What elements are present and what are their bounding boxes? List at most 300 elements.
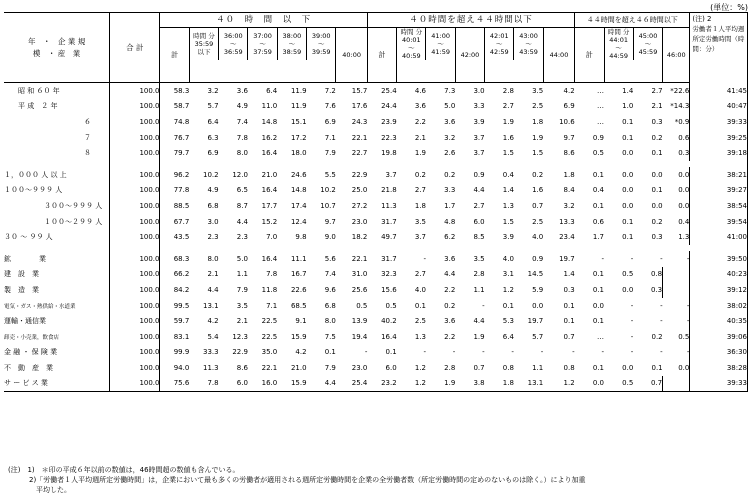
- value-cell: 1.5: [502, 217, 514, 226]
- value-cell: -: [663, 298, 690, 314]
- table-row: [4, 251, 748, 267]
- value-cell: 0.0: [532, 301, 544, 310]
- col-39-header: 39:00 〜 39:59: [307, 28, 336, 61]
- value-cell: -: [630, 254, 634, 263]
- value-cell: 0.1: [592, 317, 604, 326]
- value-cell: 6.9: [207, 149, 219, 158]
- value-cell: 22.1: [351, 133, 368, 142]
- value-cell: 1.5: [502, 149, 514, 158]
- group-40-or-less-header: ４０ 時 間 以 下: [160, 13, 367, 28]
- value-cell: 100.0: [110, 282, 160, 298]
- value-cell: -: [572, 348, 575, 357]
- value-cell: 4.4: [473, 186, 485, 195]
- value-cell: 18.0: [290, 149, 307, 158]
- value-cell: 0.1: [651, 149, 663, 158]
- value-cell: 1.2: [397, 376, 426, 392]
- value-cell: 100.0: [110, 99, 160, 115]
- value-cell: 1.3: [663, 229, 690, 245]
- value-cell: 3.7: [473, 149, 485, 158]
- table-row: [4, 99, 748, 115]
- table-row: [4, 329, 748, 345]
- value-cell: 9.7: [324, 217, 336, 226]
- table-row: [4, 376, 748, 392]
- kei-header-3: 計: [575, 28, 604, 83]
- value-cell: 2.5: [414, 317, 426, 326]
- row-label: ８: [4, 145, 110, 161]
- value-cell: 4.2: [207, 317, 219, 326]
- value-cell: 0.2: [444, 301, 456, 310]
- value-cell: 1.3: [414, 332, 426, 341]
- value-cell: 3.5: [236, 301, 248, 310]
- value-cell: 1.8: [532, 117, 544, 126]
- value-cell: 4.0: [414, 285, 426, 294]
- value-cell: 0.4: [663, 214, 690, 230]
- value-cell: 7.8: [236, 133, 248, 142]
- value-cell: 1.6: [502, 133, 514, 142]
- value-cell: 0.2: [532, 170, 544, 179]
- value-cell: -: [364, 348, 368, 357]
- value-cell: 0.9: [592, 133, 604, 142]
- value-cell: 0.7: [473, 363, 485, 372]
- avg-hours-cell: 39:25: [690, 130, 748, 146]
- value-cell: -: [482, 301, 485, 310]
- avg-hours-cell: 41:45: [690, 83, 748, 99]
- value-cell: 3.2: [444, 133, 456, 142]
- value-cell: 11.9: [290, 102, 307, 111]
- value-cell: 100.0: [110, 360, 160, 376]
- value-cell: 15.9: [290, 332, 307, 341]
- value-cell: -: [482, 348, 485, 357]
- row-label: 卸売・小売業，飲食店: [4, 329, 110, 345]
- value-cell: -: [540, 348, 544, 357]
- value-cell: 5.6: [324, 254, 336, 263]
- avg-hours-cell: 39:33: [690, 376, 748, 392]
- value-cell: 17.2: [290, 133, 307, 142]
- value-cell: 59.7: [173, 317, 190, 326]
- value-cell: 0.5: [592, 149, 604, 158]
- avg-hours-cell: 40:23: [690, 267, 748, 283]
- value-cell: 0.1: [622, 117, 634, 126]
- value-cell: -: [601, 348, 604, 357]
- avg-hours-cell: 40:47: [690, 99, 748, 115]
- value-cell: 0.6: [592, 217, 604, 226]
- value-cell: 1.4: [502, 186, 514, 195]
- hours-column-header: [690, 13, 748, 83]
- value-cell: 68.5: [290, 301, 307, 310]
- value-cell: 17.7: [261, 201, 278, 210]
- table-row: [4, 145, 748, 161]
- row-label: 不 動 産 業: [4, 360, 110, 376]
- value-cell: [663, 282, 690, 298]
- value-cell: 3.5: [473, 254, 485, 263]
- value-cell: 7.4: [236, 117, 248, 126]
- value-cell: -: [423, 254, 426, 263]
- value-cell: 84.2: [173, 285, 190, 294]
- value-cell: 0.1: [502, 301, 514, 310]
- value-cell: 3.9: [473, 117, 485, 126]
- value-cell: 5.3: [502, 317, 514, 326]
- value-cell: 6.2: [444, 233, 456, 242]
- value-cell: 100.0: [110, 167, 160, 183]
- value-cell: 2.3: [236, 233, 248, 242]
- value-cell: 1.9: [414, 149, 426, 158]
- value-cell: 6.3: [207, 133, 219, 142]
- value-cell: 0.3: [563, 285, 575, 294]
- value-cell: 2.8: [473, 270, 485, 279]
- value-cell: 3.6: [444, 317, 456, 326]
- value-cell: 0.0: [663, 360, 690, 376]
- value-cell: 3.6: [444, 117, 456, 126]
- avg-hours-cell: 39:33: [690, 114, 748, 130]
- value-cell: 6.5: [236, 186, 248, 195]
- value-cell: 99.5: [173, 301, 190, 310]
- row-label: ６: [4, 114, 110, 130]
- table-row: [4, 183, 748, 199]
- value-cell: 32.3: [381, 270, 397, 279]
- value-cell: 3.3: [473, 102, 485, 111]
- value-cell: 22.1: [261, 363, 278, 372]
- value-cell: 75.6: [160, 376, 189, 392]
- value-cell: 16.0: [248, 376, 277, 392]
- value-cell: 0.1: [324, 348, 336, 357]
- value-cell: 24.6: [290, 170, 307, 179]
- value-cell: 0.6: [663, 130, 690, 146]
- value-cell: 43.5: [173, 233, 190, 242]
- row-label: 製 造 業: [4, 282, 110, 298]
- value-cell: 3.8: [455, 376, 484, 392]
- value-cell: 0.5: [663, 329, 690, 345]
- value-cell: 58.3: [173, 86, 190, 95]
- value-cell: 100.0: [110, 267, 160, 283]
- table-row: [4, 130, 748, 146]
- row-label: 昭 和 ６０ 年: [4, 83, 110, 99]
- value-cell: 7.3: [444, 86, 456, 95]
- row-label: １００〜２９９ 人: [4, 214, 110, 230]
- value-cell: 25.4: [381, 86, 397, 95]
- value-cell: 16.4: [261, 254, 278, 263]
- value-cell: 6.0: [473, 217, 485, 226]
- value-cell: 99.9: [173, 348, 190, 357]
- value-cell: 100.0: [110, 114, 160, 130]
- row-label: ３０ 〜 ９９ 人: [4, 229, 110, 245]
- value-cell: 15.2: [261, 217, 278, 226]
- value-cell: 1.3: [502, 201, 514, 210]
- value-cell: 1.8: [485, 376, 514, 392]
- value-cell: 17.6: [351, 102, 368, 111]
- value-cell: 21.8: [381, 186, 397, 195]
- value-cell: 100.0: [110, 329, 160, 345]
- value-cell: 0.0: [663, 183, 690, 199]
- avg-hours-cell: 38:54: [690, 198, 748, 214]
- header-spacer-4: [604, 60, 663, 83]
- value-cell: 5.7: [532, 332, 544, 341]
- value-cell: -: [601, 254, 604, 263]
- value-cell: 100.0: [110, 198, 160, 214]
- value-cell: 10.2: [320, 186, 336, 195]
- value-cell: 2.7: [502, 102, 514, 111]
- value-cell: 1.8: [563, 170, 575, 179]
- value-cell: *0.9: [663, 114, 690, 130]
- value-cell: 0.9: [532, 254, 544, 263]
- value-cell: 49.7: [381, 233, 397, 242]
- table-row: [4, 167, 748, 183]
- value-cell: 8.4: [563, 186, 575, 195]
- row-label: 建 設 業: [4, 267, 110, 283]
- kei-header-1: 計: [160, 28, 189, 83]
- col-35-header: 時間 分 35:59 以下: [189, 28, 218, 61]
- value-cell: -: [630, 332, 634, 341]
- value-cell: 0.1: [385, 348, 397, 357]
- value-cell: 11.8: [261, 285, 278, 294]
- value-cell: -: [663, 313, 690, 329]
- value-cell: 15.1: [290, 117, 307, 126]
- footnote-2-cont: 平均した。: [8, 486, 71, 494]
- value-cell: 0.4: [592, 186, 604, 195]
- value-cell: 40.2: [381, 317, 397, 326]
- value-cell: -: [630, 348, 634, 357]
- value-cell: 0.0: [622, 285, 634, 294]
- table-row: [4, 345, 748, 361]
- value-cell: 1.0: [622, 102, 634, 111]
- value-cell: …: [597, 332, 604, 341]
- value-cell: 96.2: [173, 170, 190, 179]
- value-cell: -: [660, 317, 663, 326]
- value-cell: 0.0: [622, 363, 634, 372]
- value-cell: 3.6: [444, 254, 456, 263]
- value-cell: -: [660, 254, 663, 263]
- table-row: [4, 360, 748, 376]
- value-cell: 22.1: [351, 254, 368, 263]
- value-cell: 23.2: [367, 376, 396, 392]
- value-cell: 88.5: [173, 201, 190, 210]
- value-cell: *14.3: [663, 99, 690, 115]
- value-cell: 0.1: [414, 301, 426, 310]
- value-cell: 25.6: [351, 285, 368, 294]
- value-cell: …: [597, 102, 604, 111]
- value-cell: 2.1: [651, 102, 663, 111]
- value-cell: 79.7: [173, 149, 190, 158]
- value-cell: 1.9: [426, 376, 455, 392]
- row-label: 電気・ガス・熱供給・水道業: [4, 298, 110, 314]
- table-row: [4, 114, 748, 130]
- value-cell: 9.0: [324, 233, 336, 242]
- value-cell: 3.5: [532, 86, 544, 95]
- value-cell: -: [660, 348, 663, 357]
- value-cell: 1.9: [532, 133, 544, 142]
- value-cell: 3.7: [414, 233, 426, 242]
- value-cell: 14.8: [290, 186, 307, 195]
- value-cell: 1.7: [592, 233, 604, 242]
- table-row: [4, 229, 748, 245]
- value-cell: 25.0: [351, 186, 368, 195]
- value-cell: 3.1: [502, 270, 514, 279]
- value-cell: 15.9: [277, 376, 306, 392]
- value-cell: 19.8: [381, 149, 397, 158]
- value-cell: 3.7: [473, 133, 485, 142]
- value-cell: 23.4: [559, 233, 575, 242]
- value-cell: 13.3: [559, 217, 575, 226]
- value-cell: -: [660, 301, 663, 310]
- value-cell: 0.0: [575, 376, 604, 392]
- value-cell: …: [597, 86, 604, 95]
- value-cell: 16.4: [261, 149, 278, 158]
- value-cell: 33.3: [203, 348, 219, 357]
- avg-hours-cell: 39:50: [690, 251, 748, 267]
- value-cell: 100.0: [110, 214, 160, 230]
- value-cell: 7.1: [266, 301, 278, 310]
- value-cell: 24.4: [381, 102, 397, 111]
- row-label: 金 融 ・ 保 険 業: [4, 345, 110, 361]
- value-cell: 13.1: [203, 301, 219, 310]
- avg-hours-cell: 39:54: [690, 214, 748, 230]
- value-cell: 4.9: [236, 102, 248, 111]
- value-cell: 0.1: [651, 363, 663, 372]
- value-cell: 8.0: [324, 317, 336, 326]
- value-cell: 58.7: [173, 102, 190, 111]
- value-cell: 0.1: [563, 301, 575, 310]
- value-cell: 5.4: [207, 332, 219, 341]
- value-cell: 6.4: [266, 86, 278, 95]
- value-cell: 3.7: [385, 170, 397, 179]
- value-cell: 0.0: [622, 149, 634, 158]
- value-cell: 77.8: [173, 186, 190, 195]
- col-37-header: 37:00 〜 37:59: [248, 28, 277, 61]
- value-cell: 7.9: [324, 363, 336, 372]
- value-cell: 1.8: [414, 201, 426, 210]
- value-cell: 5.0: [236, 254, 248, 263]
- note2-marker: (注) 2: [692, 15, 712, 23]
- avg-hours-cell: 39:27: [690, 183, 748, 199]
- value-cell: 11.9: [290, 86, 307, 95]
- value-cell: 6.0: [219, 376, 248, 392]
- value-cell: -: [663, 251, 690, 267]
- value-cell: 7.4: [324, 270, 336, 279]
- value-cell: 22.5: [261, 317, 278, 326]
- value-cell: 0.1: [592, 285, 604, 294]
- value-cell: 0.0: [622, 201, 634, 210]
- value-cell: 100.0: [110, 145, 160, 161]
- value-cell: 31.7: [381, 254, 397, 263]
- value-cell: 3.6: [414, 102, 426, 111]
- value-cell: 14.8: [261, 117, 278, 126]
- value-cell: 2.7: [651, 86, 663, 95]
- value-cell: 9.1: [295, 317, 307, 326]
- value-cell: 4.4: [473, 317, 485, 326]
- value-cell: 100.0: [110, 183, 160, 199]
- table-row: [4, 282, 748, 298]
- value-cell: 0.5: [356, 301, 368, 310]
- total-header: 合 計: [110, 13, 160, 83]
- value-cell: 7.0: [266, 233, 278, 242]
- table-row: [4, 214, 748, 230]
- value-cell: 8.0: [236, 149, 248, 158]
- value-cell: 27.2: [351, 201, 368, 210]
- row-label: ３００〜９９９ 人: [4, 198, 110, 214]
- value-cell: 1.9: [502, 117, 514, 126]
- value-cell: 35.0: [261, 348, 278, 357]
- value-cell: 1.1: [473, 285, 485, 294]
- table-row: [4, 198, 748, 214]
- value-cell: 8.5: [473, 233, 485, 242]
- avg-hours-cell: 36:30: [690, 345, 748, 361]
- value-cell: 2.2: [444, 285, 456, 294]
- value-cell: 1.4: [563, 270, 575, 279]
- value-cell: 5.9: [532, 285, 544, 294]
- value-cell: 22.6: [290, 285, 307, 294]
- value-cell: 7.8: [266, 270, 278, 279]
- value-cell: 22.7: [351, 149, 368, 158]
- value-cell: 4.4: [207, 285, 219, 294]
- value-cell: 0.3: [663, 145, 690, 161]
- value-cell: 4.6: [414, 86, 426, 95]
- value-cell: 2.1: [414, 133, 426, 142]
- value-cell: [663, 267, 690, 283]
- value-cell: 2.1: [207, 270, 219, 279]
- table-row: [4, 298, 748, 314]
- value-cell: 17.4: [290, 201, 307, 210]
- value-cell: *22.6: [663, 83, 690, 99]
- value-cell: 22.9: [351, 170, 368, 179]
- value-cell: 4.2: [295, 348, 307, 357]
- value-cell: 12.4: [290, 217, 307, 226]
- avg-hours-cell: 40:35: [690, 313, 748, 329]
- value-cell: 2.1: [236, 317, 248, 326]
- value-cell: 100.0: [110, 298, 160, 314]
- value-cell: 0.2: [651, 133, 663, 142]
- value-cell: 11.3: [381, 201, 397, 210]
- value-cell: 8.7: [236, 201, 248, 210]
- group-40-44-header: ４０時間を超え４４時間以下: [367, 13, 574, 28]
- col-45-header: 45:00 〜 45:59: [633, 28, 662, 61]
- value-cell: 10.7: [320, 201, 336, 210]
- value-cell: 100.0: [110, 83, 160, 99]
- value-cell: 5.0: [444, 102, 456, 111]
- value-cell: 94.0: [173, 363, 190, 372]
- value-cell: 24.3: [351, 117, 368, 126]
- value-cell: 12.3: [232, 332, 248, 341]
- col-44-header: 44:00: [543, 28, 574, 83]
- col-43-header: 43:00 〜 43:59: [514, 28, 543, 61]
- value-cell: -: [452, 348, 456, 357]
- value-cell: 0.7: [532, 201, 544, 210]
- group-44-46-header: ４４時間を超え４６時間以下: [575, 13, 690, 28]
- header-spacer-2: [397, 60, 456, 83]
- value-cell: 4.4: [444, 270, 456, 279]
- table-row: [4, 313, 748, 329]
- value-cell: 0.2: [414, 170, 426, 179]
- value-cell: 11.0: [261, 102, 278, 111]
- value-cell: 66.2: [173, 270, 190, 279]
- value-cell: 0.3: [651, 233, 663, 242]
- value-cell: 8.0: [207, 254, 219, 263]
- table-body: [4, 83, 748, 392]
- value-cell: 4.8: [444, 217, 456, 226]
- row-label: 鉱 業: [4, 251, 110, 267]
- value-cell: 21.0: [261, 170, 278, 179]
- row-label-header: 年 ・ 企 業 規 模 ・ 産 業: [4, 13, 110, 83]
- row-label: サ ー ビ ス 業: [4, 376, 110, 392]
- value-cell: 67.7: [173, 217, 190, 226]
- value-cell: 4.2: [563, 86, 575, 95]
- value-cell: 2.7: [473, 201, 485, 210]
- value-cell: 6.8: [207, 201, 219, 210]
- value-cell: 0.0: [663, 198, 690, 214]
- value-cell: 2.2: [444, 332, 456, 341]
- value-cell: 7.1: [324, 133, 336, 142]
- value-cell: …: [597, 117, 604, 126]
- value-cell: 1.2: [502, 285, 514, 294]
- value-cell: 4.0: [502, 254, 514, 263]
